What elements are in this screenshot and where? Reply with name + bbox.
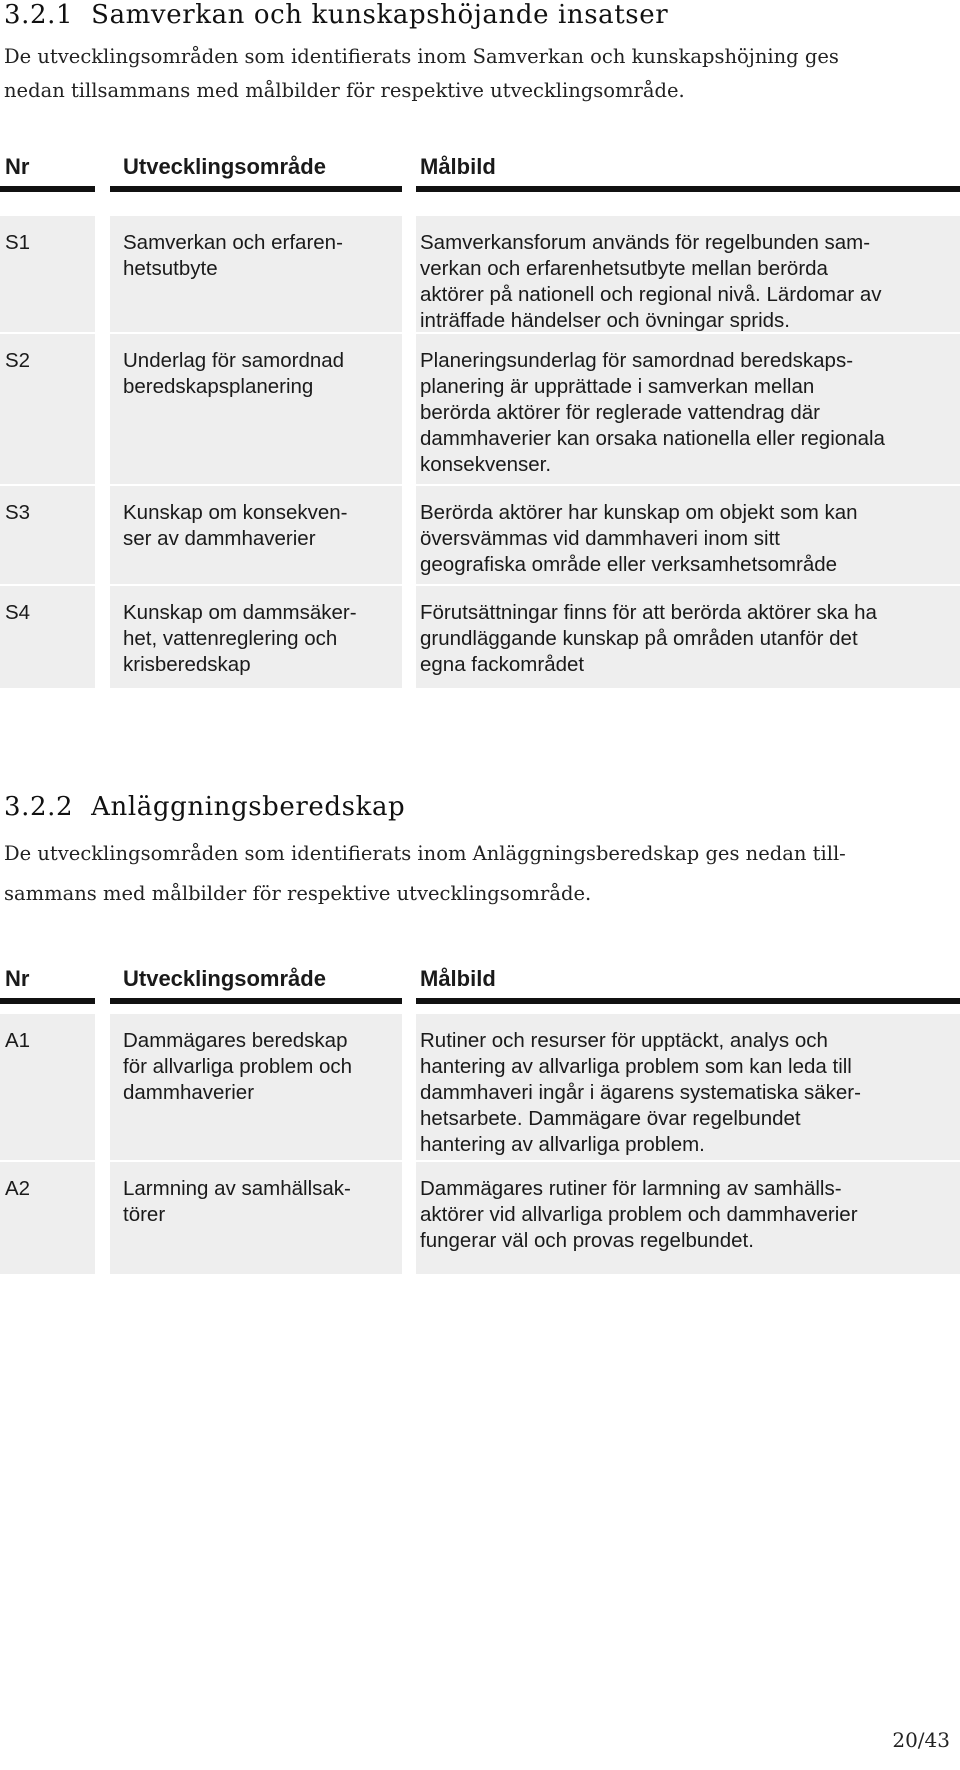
- table-row: [0, 486, 960, 584]
- area-line: Dammägares beredskap: [123, 1029, 348, 1052]
- goal-line: berörda aktörer för reglerade vattendrag där: [420, 401, 820, 424]
- row-goal: [416, 216, 960, 332]
- goal-line: fungerar väl och provas regelbundet.: [420, 1229, 754, 1252]
- row-goal: [416, 1014, 960, 1160]
- intro-line: De utvecklingsområden som identifierats inom Anläggningsberedskap ges nedan till-: [4, 842, 846, 865]
- goal-line: planering är upprättade i samverkan mellan: [420, 375, 815, 398]
- intro-line: De utvecklingsområden som identifierats inom Samverkan och kunskapshöjning ges: [4, 45, 839, 68]
- section-number: 3.2.1: [4, 0, 74, 30]
- area-line: Larmning av samhällsak-: [123, 1177, 351, 1200]
- area-line: krisberedskap: [123, 653, 251, 676]
- goal-line: inträffade händelser och övningar sprids.: [420, 309, 790, 332]
- goal-line: grundläggande kunskap på områden utanför det: [420, 627, 858, 650]
- page-number: 20/43: [892, 1728, 950, 1752]
- table-row: [0, 586, 960, 688]
- area-line: Kunskap om konsekven-: [123, 501, 348, 524]
- development-areas-table: [0, 952, 960, 1282]
- goal-line: Planeringsunderlag för samordnad beredskaps-: [420, 349, 854, 372]
- goal-line: hantering av allvarliga problem.: [420, 1133, 705, 1156]
- section-intro: [4, 40, 934, 108]
- row-area: [110, 1162, 402, 1274]
- table-row: [0, 1014, 960, 1160]
- area-line: hetsutbyte: [123, 257, 218, 280]
- goal-line: geografiska område eller verksamhetsområde: [420, 553, 838, 576]
- goal-line: aktörer vid allvarliga problem och dammhaverier: [420, 1203, 858, 1226]
- goal-line: Dammägares rutiner för larmning av samhälls-: [420, 1177, 842, 1200]
- area-line: dammhaverier: [123, 1081, 255, 1104]
- goal-line: Förutsättningar finns för att berörda aktörer ska ha: [420, 601, 877, 624]
- header-area: Utvecklingsområde: [110, 952, 402, 1004]
- goal-line: hantering av allvarliga problem som kan leda till: [420, 1055, 852, 1078]
- row-area: [110, 586, 402, 688]
- goal-line: dammhaverier kan orsaka nationella eller regionala: [420, 427, 885, 450]
- row-number: S1: [0, 216, 95, 332]
- area-line: ser av dammhaverier: [123, 527, 316, 550]
- goal-line: konsekvenser.: [420, 453, 552, 476]
- goal-line: Berörda aktörer har kunskap om objekt som kan: [420, 501, 858, 524]
- row-number: S2: [0, 334, 95, 484]
- area-line: för allvarliga problem och: [123, 1055, 353, 1078]
- section-intro: [4, 834, 934, 914]
- table-row: [0, 216, 960, 332]
- header-nr: Nr: [0, 952, 95, 1004]
- goal-line: hetsarbete. Dammägare övar regelbundet: [420, 1107, 801, 1130]
- section-title: Samverkan och kunskapshöjande insatser: [91, 0, 669, 30]
- row-goal: [416, 586, 960, 688]
- goal-line: egna fackområdet: [420, 653, 585, 676]
- row-goal: [416, 486, 960, 584]
- development-areas-table: [0, 140, 960, 720]
- row-area: [110, 334, 402, 484]
- row-area: [110, 216, 402, 332]
- area-line: Kunskap om dammsäker-: [123, 601, 357, 624]
- row-area: [110, 486, 402, 584]
- goal-line: översvämmas vid dammhaveri inom sitt: [420, 527, 780, 550]
- area-line: törer: [123, 1203, 166, 1226]
- goal-line: aktörer på nationell och regional nivå. Lärdomar av: [420, 283, 882, 306]
- goal-line: verkan och erfarenhetsutbyte mellan berörda: [420, 257, 828, 280]
- intro-line: nedan tillsammans med målbilder för respektive utvecklingsområde.: [4, 79, 685, 102]
- intro-line: sammans med målbilder för respektive utvecklingsområde.: [4, 882, 592, 905]
- section-heading: [4, 0, 668, 30]
- header-nr: Nr: [0, 140, 95, 192]
- row-number: A1: [0, 1014, 95, 1160]
- header-goal: Målbild: [416, 952, 960, 1004]
- section-title: Anläggningsberedskap: [91, 792, 406, 822]
- row-area: [110, 1014, 402, 1160]
- row-number: S3: [0, 486, 95, 584]
- area-line: Samverkan och erfaren-: [123, 231, 343, 254]
- table-row: [0, 1162, 960, 1274]
- area-line: Underlag för samordnad: [123, 349, 345, 372]
- section-heading: [4, 792, 405, 822]
- goal-line: Samverkansforum används för regelbunden sam-: [420, 231, 871, 254]
- goal-line: Rutiner och resurser för upptäckt, analys och: [420, 1029, 828, 1052]
- header-area: Utvecklingsområde: [110, 140, 402, 192]
- area-line: beredskapsplanering: [123, 375, 314, 398]
- row-number: A2: [0, 1162, 95, 1274]
- header-goal: Målbild: [416, 140, 960, 192]
- row-goal: [416, 1162, 960, 1274]
- area-line: het, vattenreglering och: [123, 627, 338, 650]
- row-goal: [416, 334, 960, 484]
- table-row: [0, 334, 960, 484]
- row-number: S4: [0, 586, 95, 688]
- goal-line: dammhaveri ingår i ägarens systematiska säker-: [420, 1081, 861, 1104]
- section-number: 3.2.2: [4, 792, 74, 822]
